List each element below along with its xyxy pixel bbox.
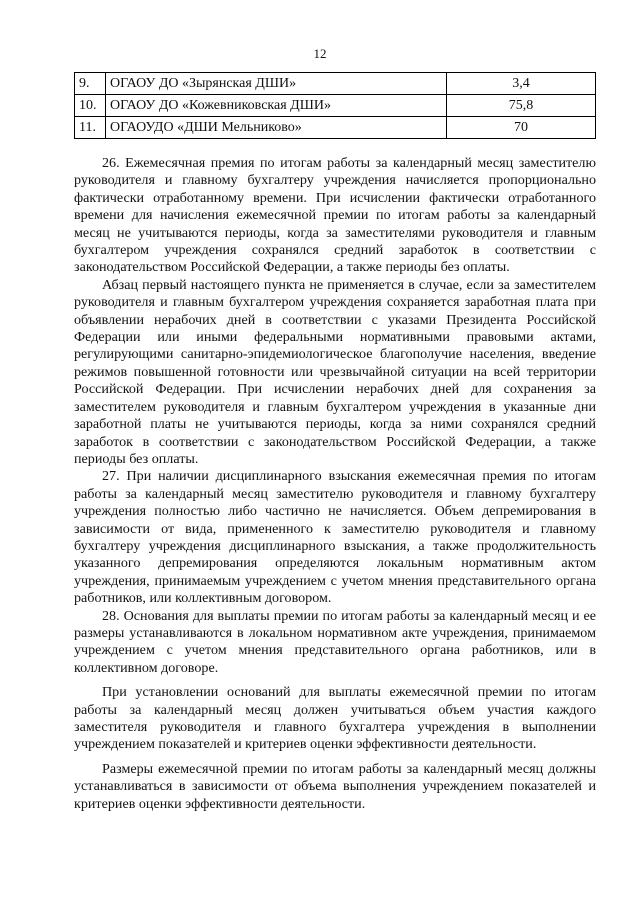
table-row — [75, 95, 596, 117]
paragraph-28-participation: При установлении оснований для выплаты ежемесячной премии по итогам работы за календарный месяц должен учитываться объем участия каждого заместителя руководителя и главного бухгалтера учреждения в выполнении учреждением показателей и критериев оценки эффективности деятельности. — [74, 684, 596, 753]
institution-name: ОГАОУ ДО «Кожевниковская ДШИ» — [106, 95, 447, 117]
row-number: 11. — [75, 117, 106, 139]
institution-name: ОГАОУДО «ДШИ Мельниково» — [106, 117, 447, 139]
paragraph-26: 26. Ежемесячная премия по итогам работы за календарный месяц заместителю руководителя и главному бухгалтеру учреждения начисляется пропорционально фактически отработанному времени. При исчислении фактически отработанного времени для начисления ежемесячной премии по итогам работы за календарный месяц не учитываются периоды, когда за заместителями руководителя и главным бухгалтером учреждения сохранялся средний заработок в соответствии с законодательством Российской Федерации, а также периоды без оплаты. — [74, 155, 596, 276]
row-value: 75,8 — [447, 95, 596, 117]
document-body — [74, 155, 596, 813]
paragraph-27: 27. При наличии дисциплинарного взыскания ежемесячная премия по итогам работы за календарный месяц заместителю руководителя и главному бухгалтеру учреждения полностью либо частично не начисляется. Объем депремирования в зависимости от вида, примененного к заместителю руководителя и главному бухгалтеру учреждения дисциплинарного взыскания, а также продолжительность указанного депремирования определяются локальным нормативным актом учреждения, принимаемым учреждением с учетом мнения представительного органа работников, или коллективным договором. — [74, 468, 596, 607]
row-number: 9. — [75, 73, 106, 95]
row-value: 3,4 — [447, 73, 596, 95]
row-number: 10. — [75, 95, 106, 117]
institutions-table — [74, 72, 596, 139]
table-row — [75, 73, 596, 95]
paragraph-28-amounts: Размеры ежемесячной премии по итогам работы за календарный месяц должны устанавливаться в зависимости от объема выполнения учреждением показателей и критериев оценки эффективности деятельности. — [74, 760, 596, 812]
page-number: 12 — [313, 46, 327, 61]
row-value: 70 — [447, 117, 596, 139]
table-row — [75, 117, 596, 139]
paragraph-28: 28. Основания для выплаты премии по итогам работы за календарный месяц и ее размеры устанавливаются в локальном нормативном акте учреждения, принимаемом учреждением с учетом мнения представительного органа работников, или в коллективном договоре. — [74, 607, 596, 676]
institution-name: ОГАОУ ДО «Зырянская ДШИ» — [106, 73, 447, 95]
paragraph-26-exception: Абзац первый настоящего пункта не применяется в случае, если за заместителем руководителя и главным бухгалтером учреждения сохраняется заработная плата при объявлении нерабочих дней в соответствии с указами Президента Российской Федерации или иными федеральными нормативными правовыми актами, регулирующими санитарно-эпидемиологическое благополучие населения, введение режимов повышенной готовности или чрезвычайной ситуации на всей территории Российской Федерации. При исчислении нерабочих дней для сохранения за заместителем руководителя и главным бухгалтером учреждения в указанные дни заработной платы не учитываются периоды, когда за ними сохранялся средний заработок в соответствии с законодательством Российской Федерации, а также периоды без оплаты. — [74, 276, 596, 467]
